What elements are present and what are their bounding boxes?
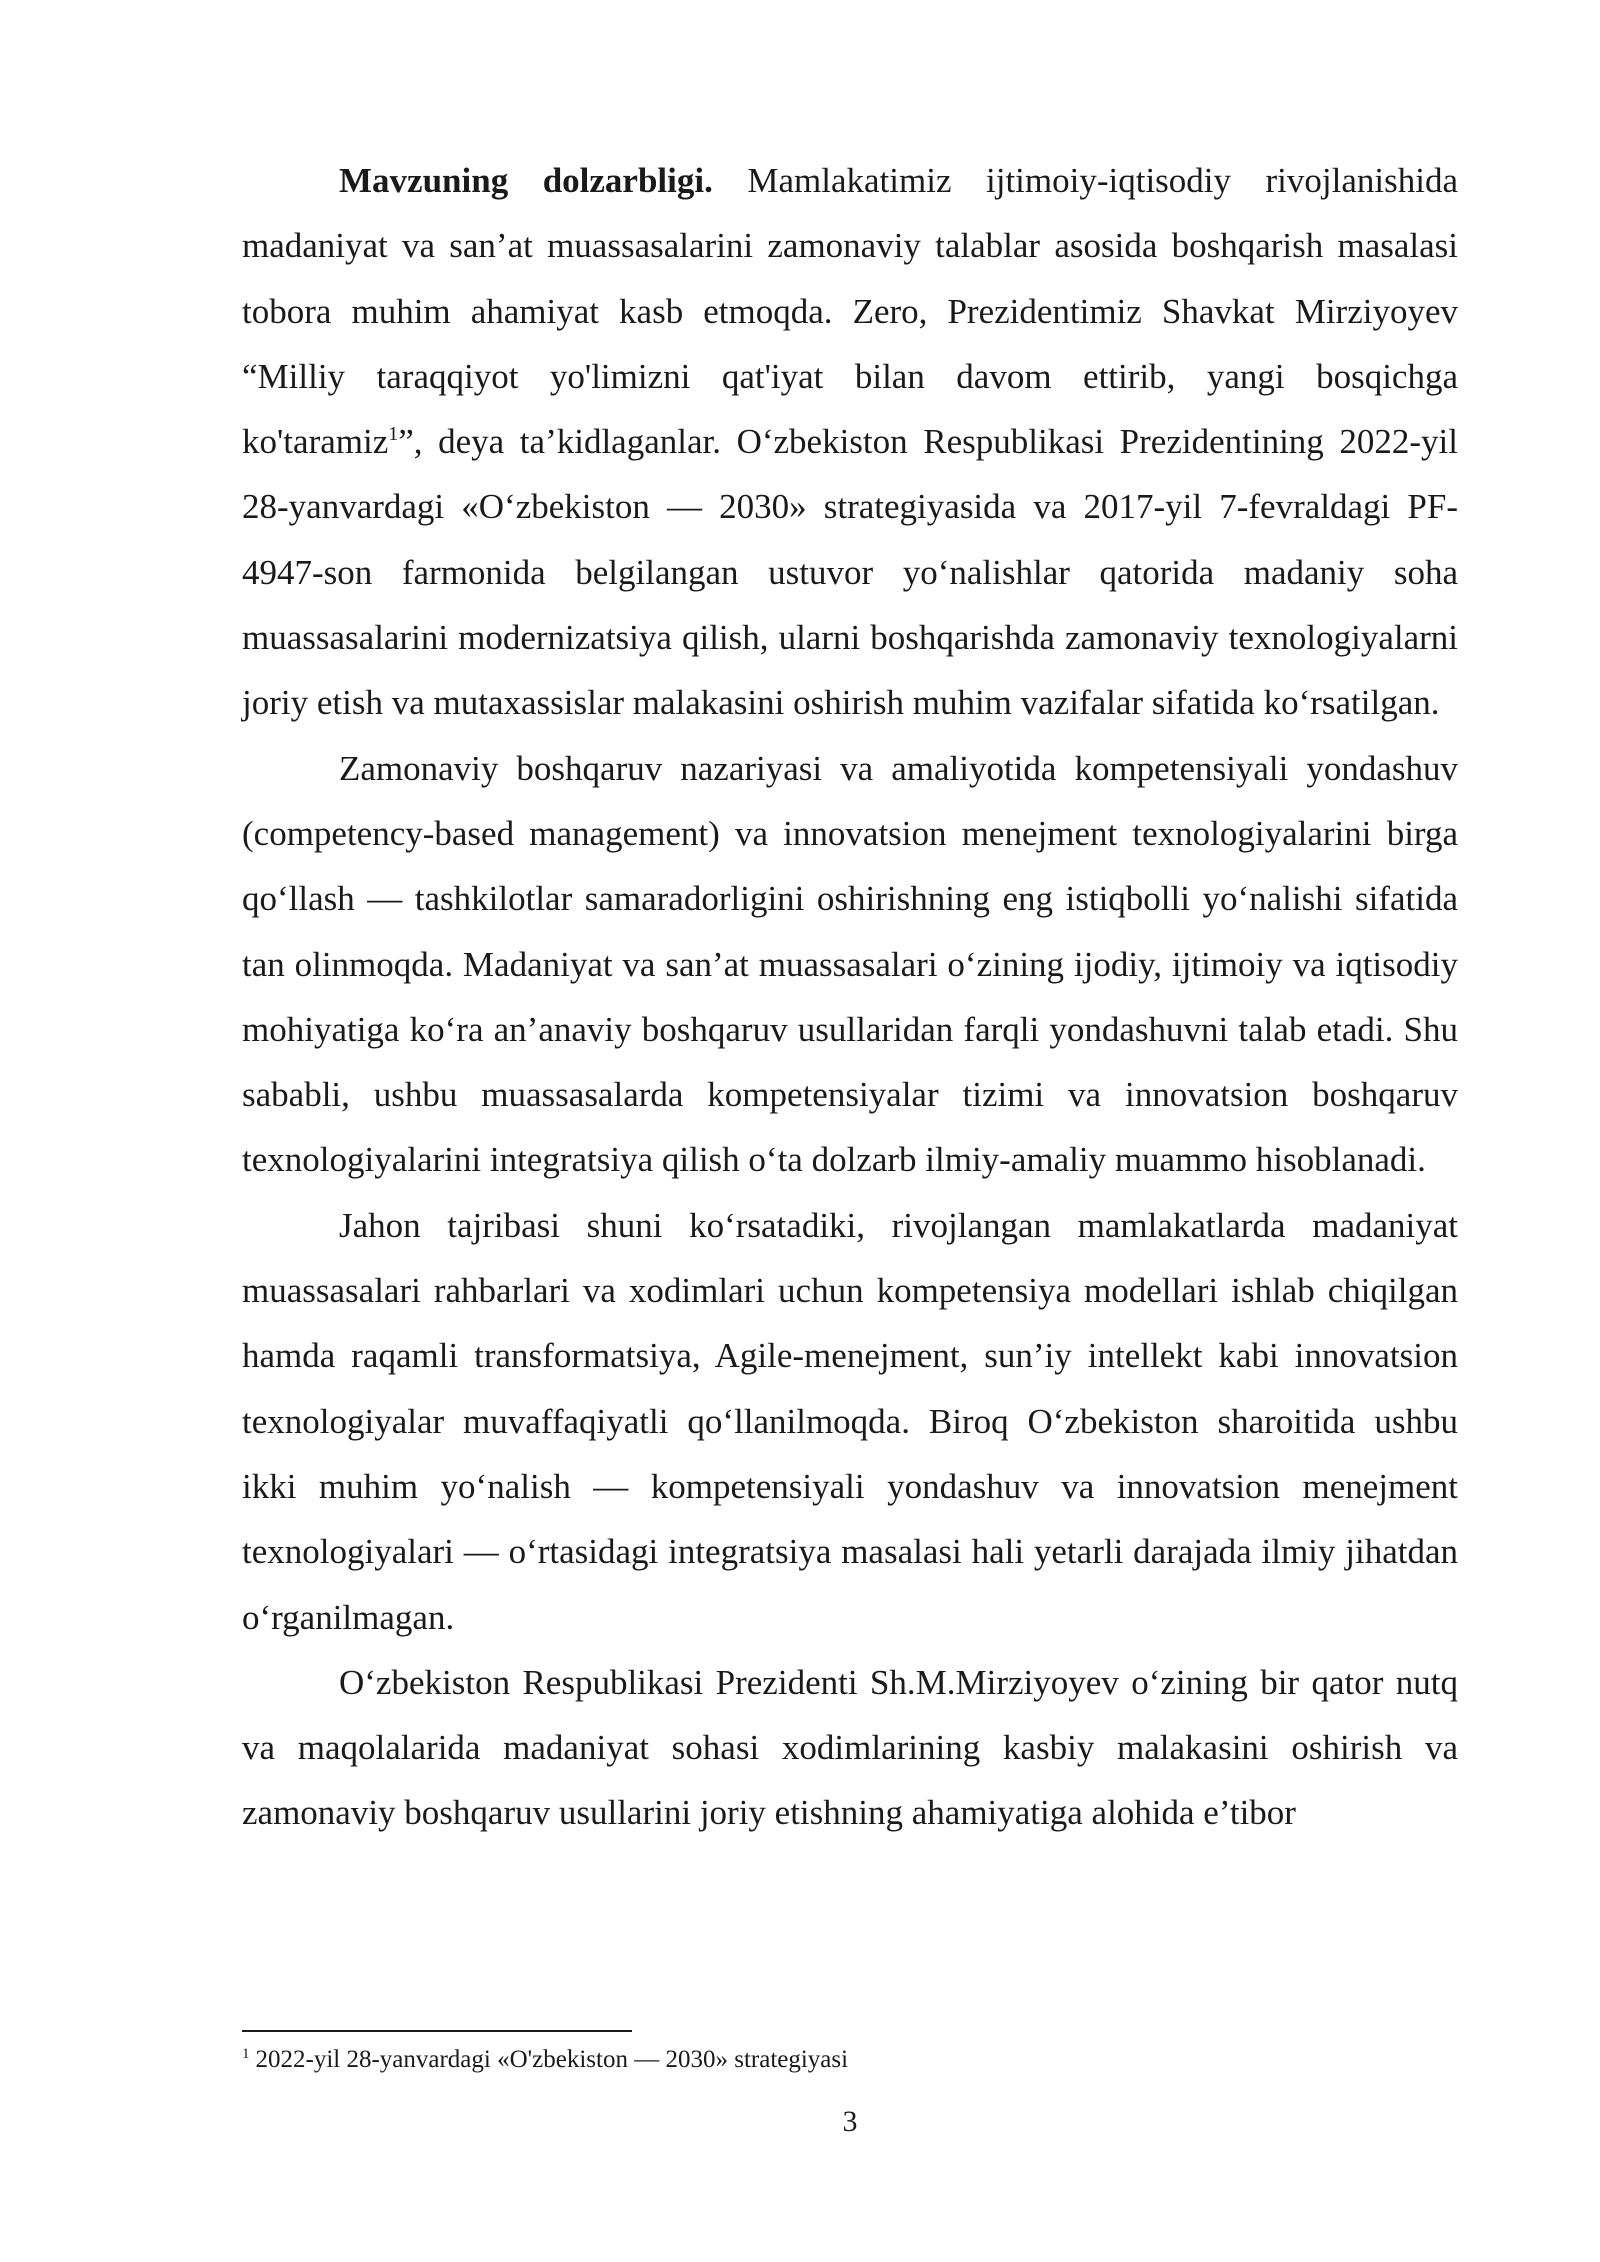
page-number: 3	[842, 2105, 858, 2138]
paragraph-text: ”, deya ta’kidlaganlar. O‘zbekiston Respublikasi Prezidentining 2022-yil 28-yanvardagi «O‘zbekiston — 2030» strategiyasida va 2017-yil 7-fevraldagi PF-4947-son farmonida belgilangan ustuvor yo‘nalishlar qatorida madaniy soha muassasalarini modernizatsiya qilish, ularni boshqarishda zamonaviy texnologiyalarni joriy etish va mutaxassislar malakasini oshirish muhim vazifalar sifatida ko‘rsatilgan.	[242, 422, 1458, 723]
footnote-text: 2022-yil 28-yanvardagi «O'zbekiston — 2030» strategiyasi	[255, 2046, 849, 2073]
section-lead-heading: Mavzuning dolzarbligi.	[339, 161, 713, 200]
paragraph-competency-approach: Zamonaviy boshqaruv nazariyasi va amaliyotida kompetensiyali yondashuv (competency-based management) va innovatsion menejment texnologiyalarini birga qo‘llash — tashkilotlar samaradorligini oshirishning eng istiqbolli yo‘nalishi sifatida tan olinmoqda. Madaniyat va san’at muassasalari o‘zining ijodiy, ijtimoiy va iqtisodiy mohiyatiga ko‘ra an’anaviy boshqaruv usullaridan farqli yondashuvni talab etadi. Shu sababli, ushbu muassasalarda kompetensiyalar tizimi va innovatsion boshqaruv texnologiyalarini integratsiya qilish o‘ta dolzarb ilmiy-amaliy muammo hisoblanadi.	[242, 748, 1458, 1180]
footnote-separator	[242, 2030, 632, 2032]
body-text	[242, 148, 1458, 1846]
paragraph-world-experience: Jahon tajribasi shuni ko‘rsatadiki, rivojlangan mamlakatlarda madaniyat muassasalari rahbarlari va xodimlari uchun kompetensiya modellari ishlab chiqilgan hamda raqamli transformatsiya, Agile-menejment, sun’iy intellekt kabi innovatsion texnologiyalar muvaffaqiyatli qo‘llanilmoqda. Biroq O‘zbekiston sharoitida ushbu ikki muhim yo‘nalish — kompetensiyali yondashuv va innovatsion menejment texnologiyalari — o‘rtasidagi integratsiya masalasi hali yetarli darajada ilmiy jihatdan o‘rganilmagan.	[242, 1205, 1458, 1637]
footnote-marker: 1	[242, 2046, 250, 2062]
footnote-reference[interactable]: 1	[388, 423, 399, 446]
paragraph-text: Mamlakatimiz ijtimoiy-iqtisodiy rivojlanishida madaniyat va san’at muassasalarini zamonaviy talablar asosida boshqarish masalasi tobora muhim ahamiyat kasb etmoqda. Zero, Prezidentimiz Shavkat Mirziyoyev “Milliy taraqqiyot yo'limizni qat'iyat bilan davom ettirib, yangi bosqichga ko'taramiz	[242, 161, 1458, 462]
paragraph-relevance	[242, 148, 1458, 736]
footnote	[242, 2042, 1458, 2078]
paragraph-president-speeches: O‘zbekiston Respublikasi Prezidenti Sh.M.Mirziyoyev o‘zining bir qator nutq va maqolalarida madaniyat sohasi xodimlarining kasbiy malakasini oshirish va zamonaviy boshqaruv usullarini joriy etishning ahamiyatiga alohida e’tibor	[242, 1662, 1458, 1833]
